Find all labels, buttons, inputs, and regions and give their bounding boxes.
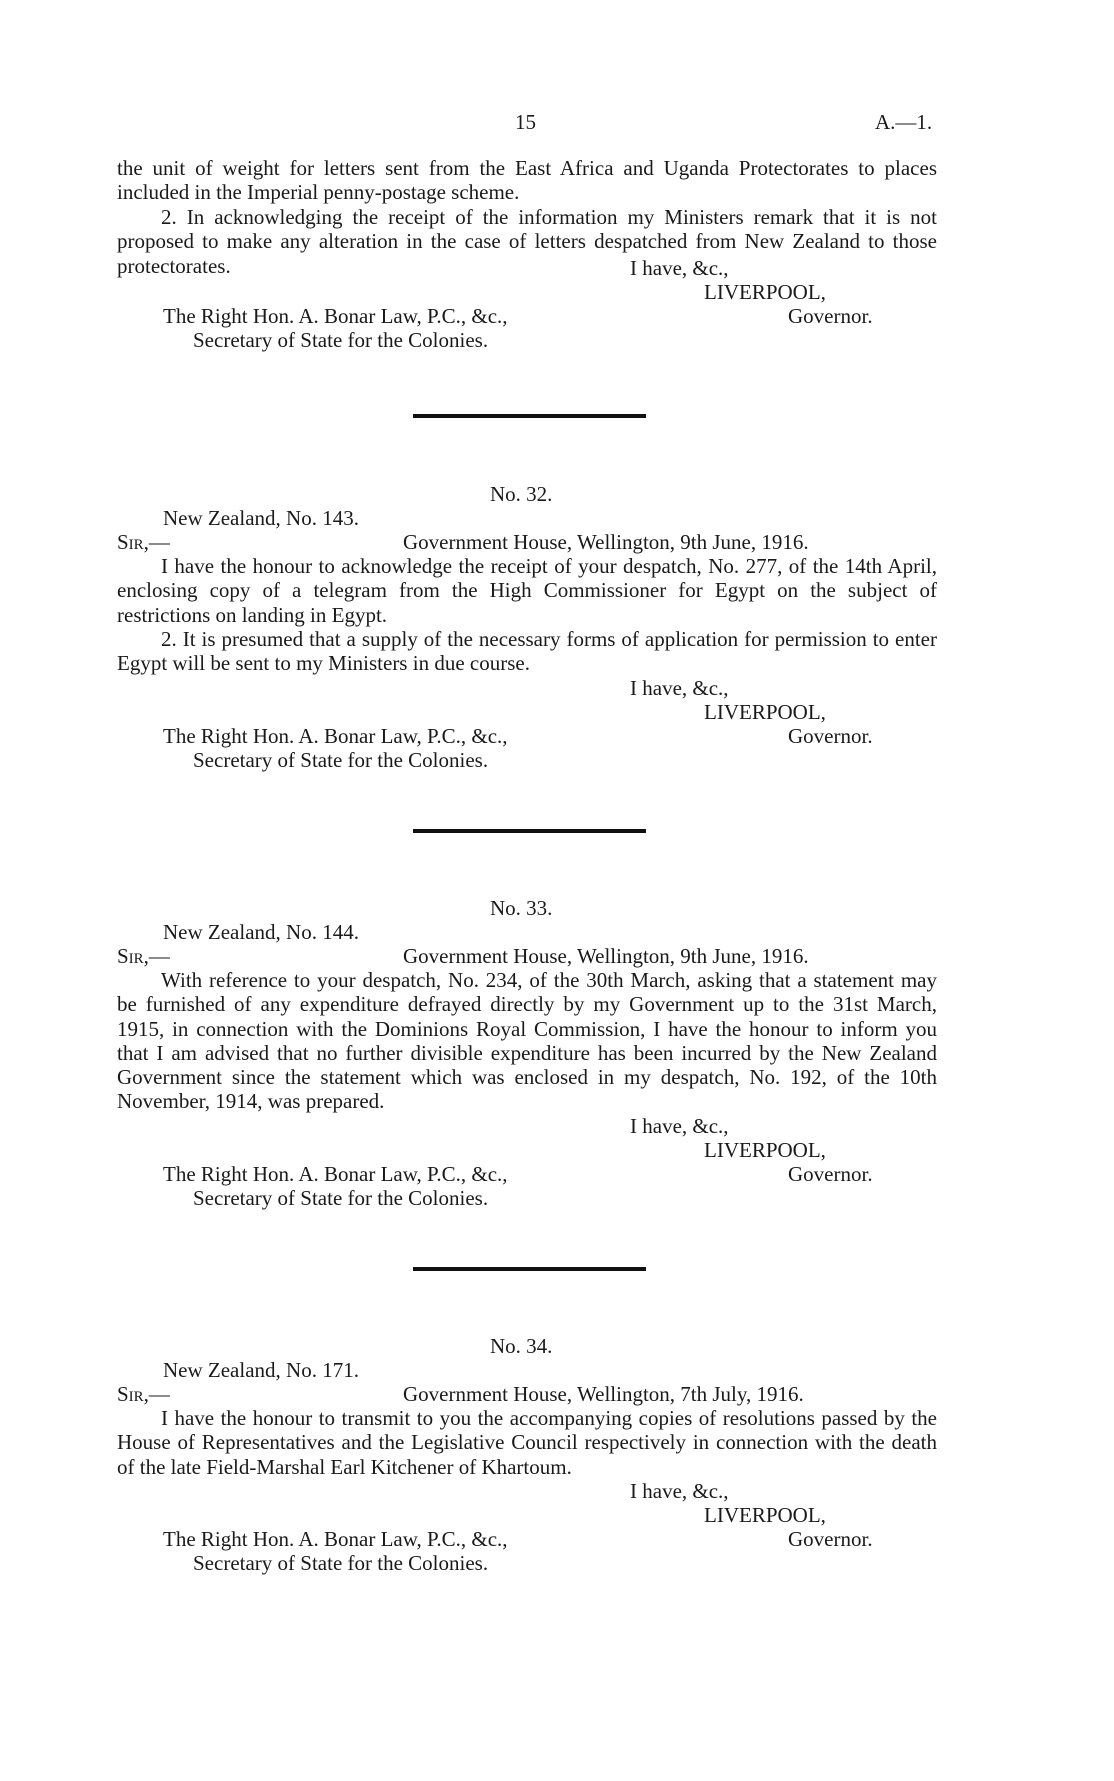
despatch-closing: I have, &c., bbox=[630, 1114, 729, 1138]
intro-addressee-line2: Secretary of State for the Colonies. bbox=[193, 328, 489, 352]
despatch-number: No. 32. bbox=[490, 482, 553, 506]
despatch-reference: New Zealand, No. 143. bbox=[163, 506, 359, 530]
page-number: 15 bbox=[515, 110, 536, 134]
intro-signatory-title: Governor. bbox=[788, 304, 873, 328]
intro-paragraph-1: the unit of weight for letters sent from the East Africa and Uganda Protectorates to places included in the Imperial penny-postage scheme. bbox=[117, 156, 937, 205]
despatch-reference: New Zealand, No. 144. bbox=[163, 920, 359, 944]
despatch-signatory: LIVERPOOL, bbox=[704, 700, 826, 724]
addressee-line2: Secretary of State for the Colonies. bbox=[193, 1551, 489, 1575]
addressee-line2: Secretary of State for the Colonies. bbox=[193, 748, 489, 772]
place-date: Government House, Wellington, 7th July, 1916. bbox=[403, 1382, 804, 1406]
despatch-paragraph-1: With reference to your despatch, No. 234, of the 30th March, asking that a statement may be furnished of any expenditure defrayed directly by my Government up to the 31st March, 1915, in connection with the Dominions Royal Commission, I have the honour to inform you that I am advised that no further divisible expenditure has been incurred by the New Zealand Government since the statement which was enclosed in my despatch, No. 192, of the 10th November, 1914, was prepared. bbox=[117, 968, 937, 1114]
section-divider bbox=[413, 829, 646, 833]
signatory-title: Governor. bbox=[788, 1162, 873, 1186]
salutation: Sir,— bbox=[117, 530, 170, 554]
intro-addressee-line1: The Right Hon. A. Bonar Law, P.C., &c., bbox=[163, 304, 508, 328]
despatch-signatory: LIVERPOOL, bbox=[704, 1138, 826, 1162]
place-date: Government House, Wellington, 9th June, 1916. bbox=[403, 944, 809, 968]
salutation: Sir,— bbox=[117, 944, 170, 968]
section-divider bbox=[413, 414, 646, 418]
despatch-paragraph-2: 2. It is presumed that a supply of the necessary forms of application for permission to enter Egypt will be sent to my Ministers in due course. bbox=[117, 627, 937, 676]
addressee-line1: The Right Hon. A. Bonar Law, P.C., &c., bbox=[163, 724, 508, 748]
despatch-paragraph-1: I have the honour to acknowledge the receipt of your despatch, No. 277, of the 14th April, enclosing copy of a telegram from the High Commissioner for Egypt on the subject of restrictions on landing in Egypt. bbox=[117, 554, 937, 627]
signatory-title: Governor. bbox=[788, 1527, 873, 1551]
salutation: Sir,— bbox=[117, 1382, 170, 1406]
despatch-signatory: LIVERPOOL, bbox=[704, 1503, 826, 1527]
document-reference: A.—1. bbox=[875, 110, 933, 134]
despatch-paragraph-1: I have the honour to transmit to you the accompanying copies of resolutions passed by the House of Representatives and the Legislative Council respectively in connection with the death of the late Field-Marshal Earl Kitchener of Khartoum. bbox=[117, 1406, 937, 1479]
intro-paragraph-2: 2. In acknowledging the receipt of the information my Ministers remark that it is not proposed to make any alteration in the case of letters despatched from New Zealand to those protectorates. bbox=[117, 205, 937, 278]
despatch-closing: I have, &c., bbox=[630, 1479, 729, 1503]
addressee-line2: Secretary of State for the Colonies. bbox=[193, 1186, 489, 1210]
despatch-reference: New Zealand, No. 171. bbox=[163, 1358, 359, 1382]
addressee-line1: The Right Hon. A. Bonar Law, P.C., &c., bbox=[163, 1527, 508, 1551]
section-divider bbox=[413, 1267, 646, 1271]
despatch-closing: I have, &c., bbox=[630, 676, 729, 700]
despatch-number: No. 33. bbox=[490, 896, 553, 920]
intro-closing: I have, &c., bbox=[630, 256, 729, 280]
addressee-line1: The Right Hon. A. Bonar Law, P.C., &c., bbox=[163, 1162, 508, 1186]
place-date: Government House, Wellington, 9th June, 1916. bbox=[403, 530, 809, 554]
intro-signatory: LIVERPOOL, bbox=[704, 280, 826, 304]
signatory-title: Governor. bbox=[788, 724, 873, 748]
despatch-number: No. 34. bbox=[490, 1334, 553, 1358]
